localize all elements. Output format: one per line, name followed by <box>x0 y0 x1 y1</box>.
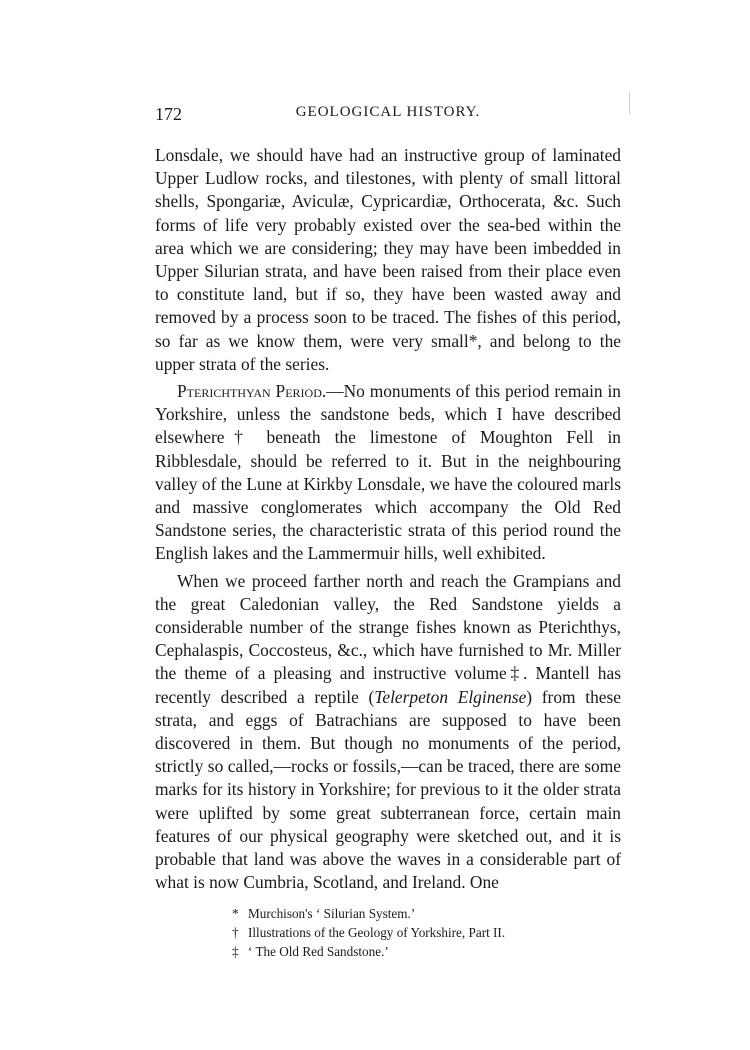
footnote-text: Illustrations of the Geology of Yorkshire, Part II. <box>248 925 506 940</box>
body-text <box>155 144 621 895</box>
footnote <box>232 923 652 942</box>
paragraph-1: Lonsdale, we should have had an instructive group of laminated Upper Ludlow rocks, and tilestones, with plenty of small littoral shells, Spongariæ, Aviculæ, Cypricardiæ, Orthocerata, &c. Such forms of life very probably existed over the sea-bed within the area which we are considering; they may have been imbedded in Upper Silurian strata, and have been raised from their place even to constitute land, but if so, they have been wasted away and removed by a process soon to be traced. The fishes of this period, so far as we know them, were very small*, and belong to the upper strata of the series. <box>155 145 621 374</box>
footnote-text: ‘ The Old Red Sandstone.’ <box>248 944 389 959</box>
footnote-text: Murchison's ‘ Silurian System.’ <box>248 906 416 921</box>
footnote-mark: * <box>232 906 239 921</box>
edge-mark <box>629 92 630 114</box>
paragraph-3-italic: Telerpeton Elginense <box>374 686 527 707</box>
footnote <box>232 942 652 961</box>
footnote-mark: † <box>232 925 239 940</box>
paragraph-2 <box>155 380 621 566</box>
footnote-mark: ‡ <box>232 944 239 959</box>
paragraph-3-text-b: ) from these strata, and eggs of Batrachians are supposed to have been discovered in them. But though no monuments of the period, strictly so called,—rocks or fossils,—can be traced, there are some marks for its history in Yorkshire; for previous to it the older strata were uplifted by some great subterranean force, certain main features of our physical geography were sketched out, and it is probable that land was above the waves in a considerable part of what is now Cumbria, Scotland, and Ireland. One <box>155 686 621 893</box>
footnotes <box>232 904 652 961</box>
paragraph-3 <box>155 570 621 895</box>
page-number: 172 <box>155 104 182 124</box>
running-head: GEOLOGICAL HISTORY. <box>295 104 481 120</box>
footnote <box>232 904 652 923</box>
page-header <box>155 104 621 130</box>
paragraph-2-text: —No monuments of this period remain in Yorkshire, unless the sandstone beds, which I have described elsewhere† beneath the limestone of Moughton Fell in Ribblesdale, should be referred to it. But in the neighbouring valley of the Lune at Kirkby Lonsdale, we have the coloured marls and massive conglomerates which accompany the Old Red Sandstone series, the characteristic strata of this period round the English lakes and the Lammermuir hills, well exhibited. <box>155 381 621 564</box>
section-heading: Pterichthyan Period. <box>177 381 327 402</box>
paragraph-3-text-a: When we proceed farther north and reach the Grampians and the great Caledonian valley, the Red Sandstone yields a considerable number of the strange fishes known as Pterichthys, Cephalaspis, Coccosteus, &c., which have furnished to Mr. Miller the theme of a pleasing and instructive volume‡. Mantell has recently described a reptile ( <box>155 570 621 707</box>
